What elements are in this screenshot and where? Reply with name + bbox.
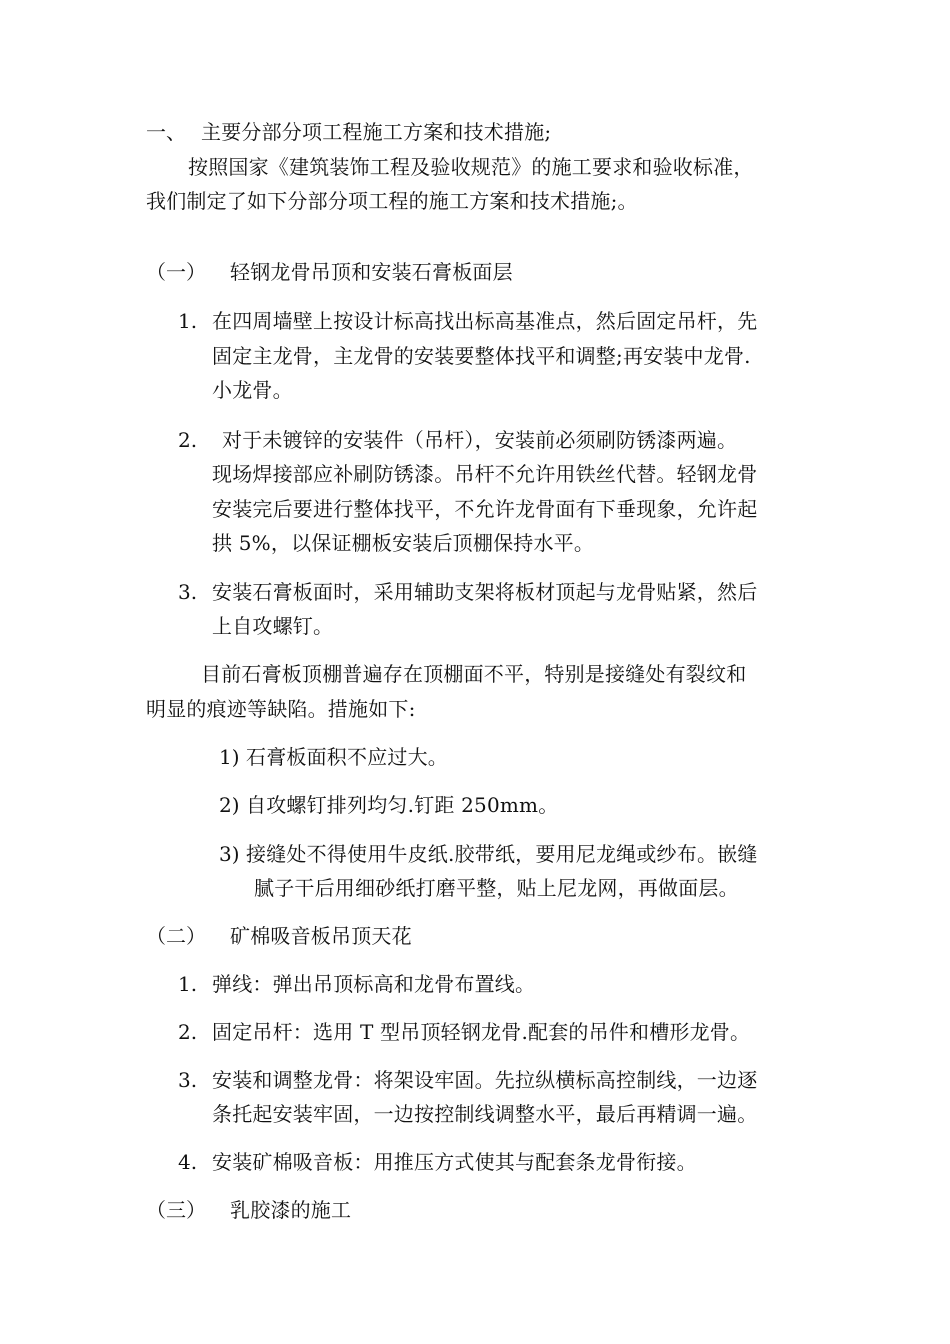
measure2-text: 自攻螺钉排列均匀.钉距 250mm。 [246,793,559,817]
measure3-number: 3) [219,842,240,866]
section3-title: 乳胶漆的施工 [230,1198,352,1222]
heading-title: 主要分部分项工程施工方案和技术措施; [201,120,552,144]
s2-item1-text: 弹线：弹出吊顶标高和龙骨布置线。 [212,972,536,996]
s2-item3-line1: 安装和调整龙骨：将架设牢固。先拉纵横标高控制线，一边逐 [212,1068,758,1092]
s1-item2-line4: 拱 5%，以保证棚板安装后顶棚保持水平。 [212,531,595,555]
measure1-text: 石膏板面积不应过大。 [246,745,448,769]
intro-line-1: 按照国家《建筑装饰工程及验收规范》的施工要求和验收标准， [188,155,754,179]
s1-para-line2: 明显的痕迹等缺陷。措施如下: [146,697,416,721]
s1-item3-line2: 上自攻螺钉。 [212,614,334,638]
s1-item2-line1: 对于未镀锌的安装件（吊杆），安装前必须刷防锈漆两遍。 [222,428,738,452]
s2-item2-text: 固定吊杆：选用 T 型吊顶轻钢龙骨.配套的吊件和槽形龙骨。 [212,1020,751,1044]
s2-item1-number: 1. [178,972,198,996]
measure3-line2: 腻子干后用细砂纸打磨平整，贴上尼龙网，再做面层。 [254,876,739,900]
s1-item1-line1: 在四周墙壁上按设计标高找出标高基准点，然后固定吊杆，先 [212,309,758,333]
section1-marker: （一） [146,260,206,284]
s1-item2-line2: 现场焊接部应补刷防锈漆。吊杆不允许用铁丝代替。轻钢龙骨 [212,462,758,486]
s1-para-line1: 目前石膏板顶棚普遍存在顶棚面不平，特别是接缝处有裂纹和 [201,662,747,686]
s2-item3-number: 3. [178,1068,198,1092]
section3-marker: （三） [146,1198,206,1222]
s2-item3-line2: 条托起安装牢固，一边按控制线调整水平，最后再精调一遍。 [212,1102,758,1126]
s1-item2-number: 2. [178,428,198,452]
measure2-number: 2) [219,793,240,817]
measure3-line1: 接缝处不得使用牛皮纸.胶带纸，要用尼龙绳或纱布。嵌缝 [246,842,758,866]
s1-item3-line1: 安装石膏板面时，采用辅助支架将板材顶起与龙骨贴紧，然后 [212,580,758,604]
s2-item2-number: 2. [178,1020,198,1044]
section2-marker: （二） [146,924,206,948]
s1-item2-line3: 安装完后要进行整体找平，不允许龙骨面有下垂现象，允许起 [212,497,758,521]
s1-item1-line2: 固定主龙骨，主龙骨的安装要整体找平和调整;再安装中龙骨. [212,344,751,368]
s2-item4-number: 4. [178,1150,198,1174]
section2-title: 矿棉吸音板吊顶天花 [230,924,412,948]
s1-item3-number: 3. [178,580,198,604]
heading-marker: 一、 [146,120,186,144]
s1-item1-line3: 小龙骨。 [212,378,293,402]
s2-item4-text: 安装矿棉吸音板：用推压方式使其与配套条龙骨衔接。 [212,1150,697,1174]
measure1-number: 1) [219,745,240,769]
section1-title: 轻钢龙骨吊顶和安装石膏板面层 [230,260,513,284]
s1-item1-number: 1. [178,309,198,333]
intro-line-2: 我们制定了如下分部分项工程的施工方案和技术措施;。 [146,189,638,213]
